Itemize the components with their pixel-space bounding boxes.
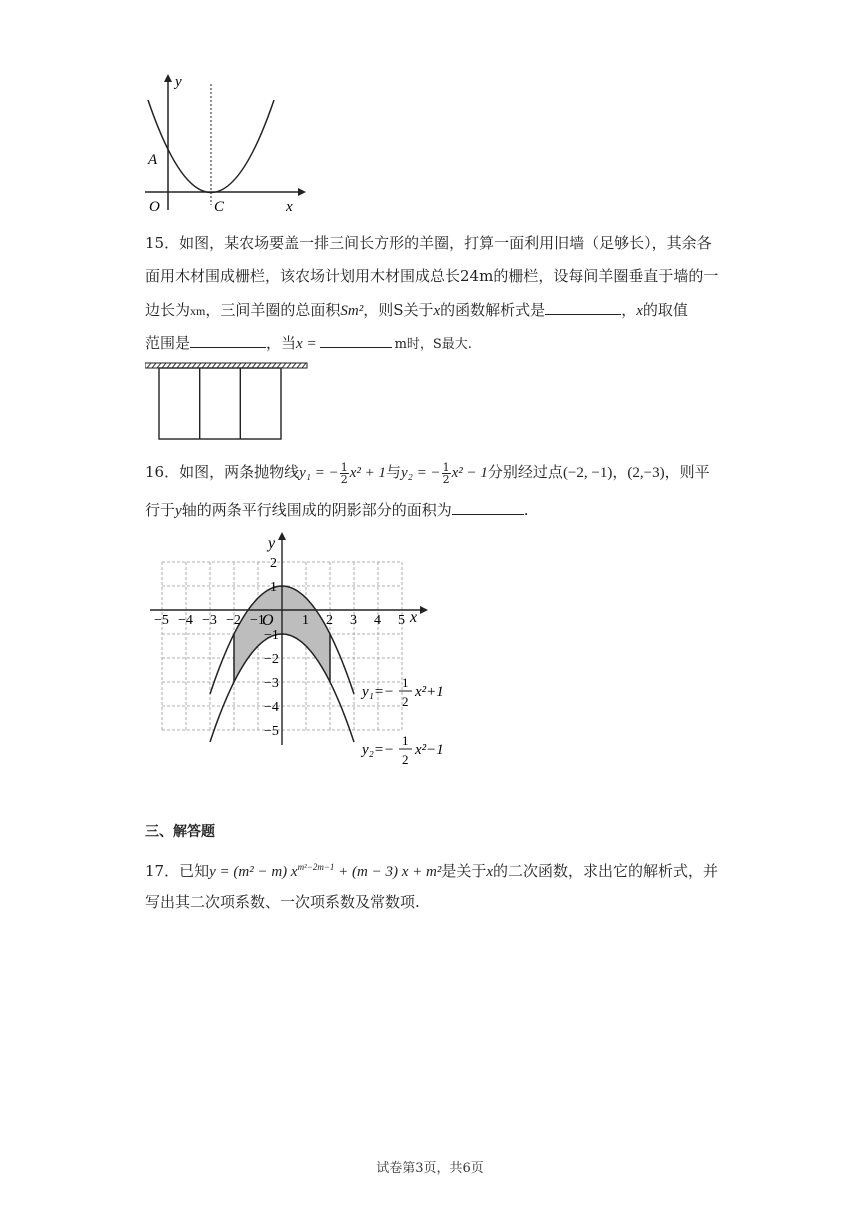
svg-text:x²−1: x²−1 [415, 742, 444, 758]
y-tick-label: −2 [264, 652, 279, 667]
x-tick-label: 4 [374, 613, 381, 628]
fig16-y-label: y [268, 535, 276, 552]
fig16-origin-label: O [262, 612, 274, 629]
y-tick-label: −3 [264, 676, 279, 691]
answer-blank-x-value[interactable] [320, 333, 392, 348]
x-tick-label: 5 [398, 613, 405, 628]
x-tick-label: 3 [350, 613, 357, 628]
fig16-x-label: x [410, 609, 418, 626]
section-title: 三、解答题 [145, 824, 215, 840]
svg-text:2: 2 [402, 752, 409, 767]
x-tick-label: −4 [178, 613, 193, 628]
y-tick-label: −4 [264, 700, 279, 715]
origin-label: O [149, 199, 160, 215]
y-tick-label: 2 [270, 556, 277, 571]
point-c-label: C [214, 199, 225, 215]
y-tick-label: −1 [264, 628, 279, 643]
svg-text:1: 1 [402, 733, 409, 748]
curve2-label [360, 733, 444, 767]
x-tick-label: −3 [202, 613, 217, 628]
answer-blank-range[interactable] [190, 333, 266, 348]
y-axis-label: y [175, 74, 182, 90]
x-tick-label: −1 [250, 613, 265, 628]
q15-line1: 15．如图，某农场要盖一排三间长方形的羊圈，打算一面利用旧墙（足够长），其余各 [145, 234, 712, 252]
x-tick-label: −2 [226, 613, 241, 628]
two-parabolas-figure [140, 530, 470, 785]
y-tick-label: 1 [270, 580, 277, 595]
sheep-pen-figure [145, 360, 315, 445]
q16-line1: 16．如图，两条抛物线y₁ = − $\frac{1}{2}$ x² + 1与y₂ = − $\frac{1}{2}$ x² − 1分别经过点(−2, −1)，(2,−3)，则平 [145, 460, 710, 486]
q17-line1: 17．已知y = (m² − m) $x^{m^2-2m-1} + (m - 3) x + m^2$是关于x的二次函数，求出它的解析式，并 [145, 862, 719, 880]
q17-line2: 写出其二次项系数、一次项系数及常数项. [145, 893, 420, 911]
q16-line2: 行于y轴的两条平行线围成的阴影部分的面积为 . [145, 501, 529, 519]
q15-line4: 范围是 ，当x = m时，S最大. [145, 334, 472, 352]
x-tick-label: −5 [154, 613, 169, 628]
y-tick-label: −5 [264, 724, 279, 739]
x-tick-label: 1 [302, 613, 309, 628]
svg-text:y₁=−: y₁=− [362, 684, 395, 700]
svg-text:x²+1: x²+1 [415, 684, 444, 700]
answer-blank-function[interactable] [545, 300, 621, 315]
parabola-figure-q14 [140, 70, 310, 215]
svg-text:1: 1 [402, 675, 409, 690]
x-axis-label: x [286, 199, 293, 215]
page-footer: 试卷第3页，共6页 [376, 1161, 484, 1176]
point-a-label: A [148, 152, 158, 168]
x-tick-label: 2 [326, 613, 333, 628]
svg-text:2: 2 [402, 694, 409, 709]
answer-blank-area[interactable] [452, 500, 524, 515]
svg-text:y₂=−: y₂=− [362, 742, 395, 758]
q15-line2: 面用木材围成栅栏，该农场计划用木材围成总长24m的栅栏，设每间羊圈垂直于墙的一 [145, 267, 719, 285]
q15-line3: 边长为xm，三间羊圈的总面积Sm²，则S关于x的函数解析式是 ，x的取值 [145, 301, 688, 319]
